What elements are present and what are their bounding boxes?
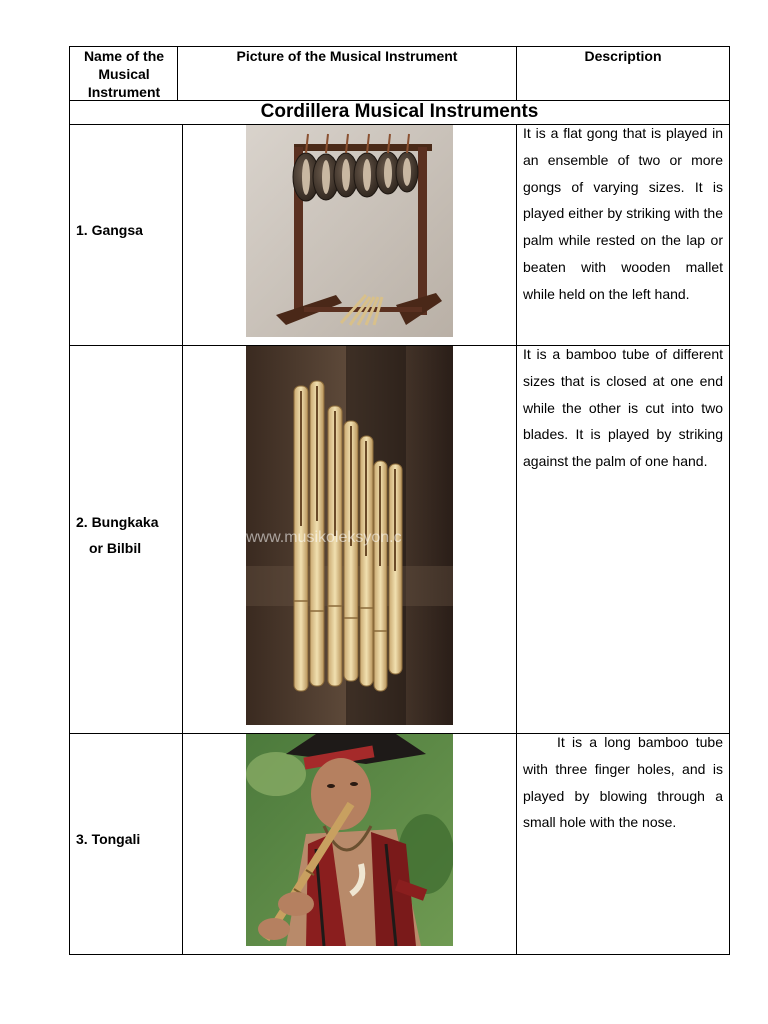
header-name-column: Name of the Musical Instrument	[83, 48, 165, 100]
body-divider-1	[182, 124, 183, 955]
tongali-description: It is a long bamboo tube with three finger holes, and is played by blowing through a small hole with the nose.	[523, 734, 723, 831]
watermark-text: www.musikoleksyon.c	[246, 529, 402, 546]
table-border-left	[69, 46, 70, 955]
instrument-name-bungkaka-line2: or Bilbil	[89, 540, 142, 556]
gangsa-picture	[246, 125, 453, 337]
tongali-picture	[246, 734, 453, 946]
table-border-bottom	[69, 954, 730, 955]
section-title: Cordillera Musical Instruments	[260, 101, 539, 122]
instrument-name-gangsa: 1. Gangsa	[76, 222, 143, 238]
body-divider-2	[516, 124, 517, 955]
instrument-name-bungkaka-line1: 2. Bungkaka	[76, 514, 159, 530]
header-picture-column: Picture of the Musical Instrument	[236, 48, 458, 64]
instrument-name-tongali: 3. Tongali	[76, 831, 141, 847]
header-description-column: Description	[584, 48, 662, 64]
table-border-right	[729, 46, 730, 955]
bungkaka-picture	[246, 346, 453, 725]
gangsa-description: It is a flat gong that is played in an ensemble of two or more gongs of varying sizes. It is played either by striking with the palm while rested on the lap or beaten with wooden mallet while held on the left hand.	[523, 125, 723, 302]
bungkaka-description: It is a bamboo tube of different sizes that is closed at one end while the other is cut into two blades. It is played by striking against the palm of one hand.	[523, 346, 723, 470]
